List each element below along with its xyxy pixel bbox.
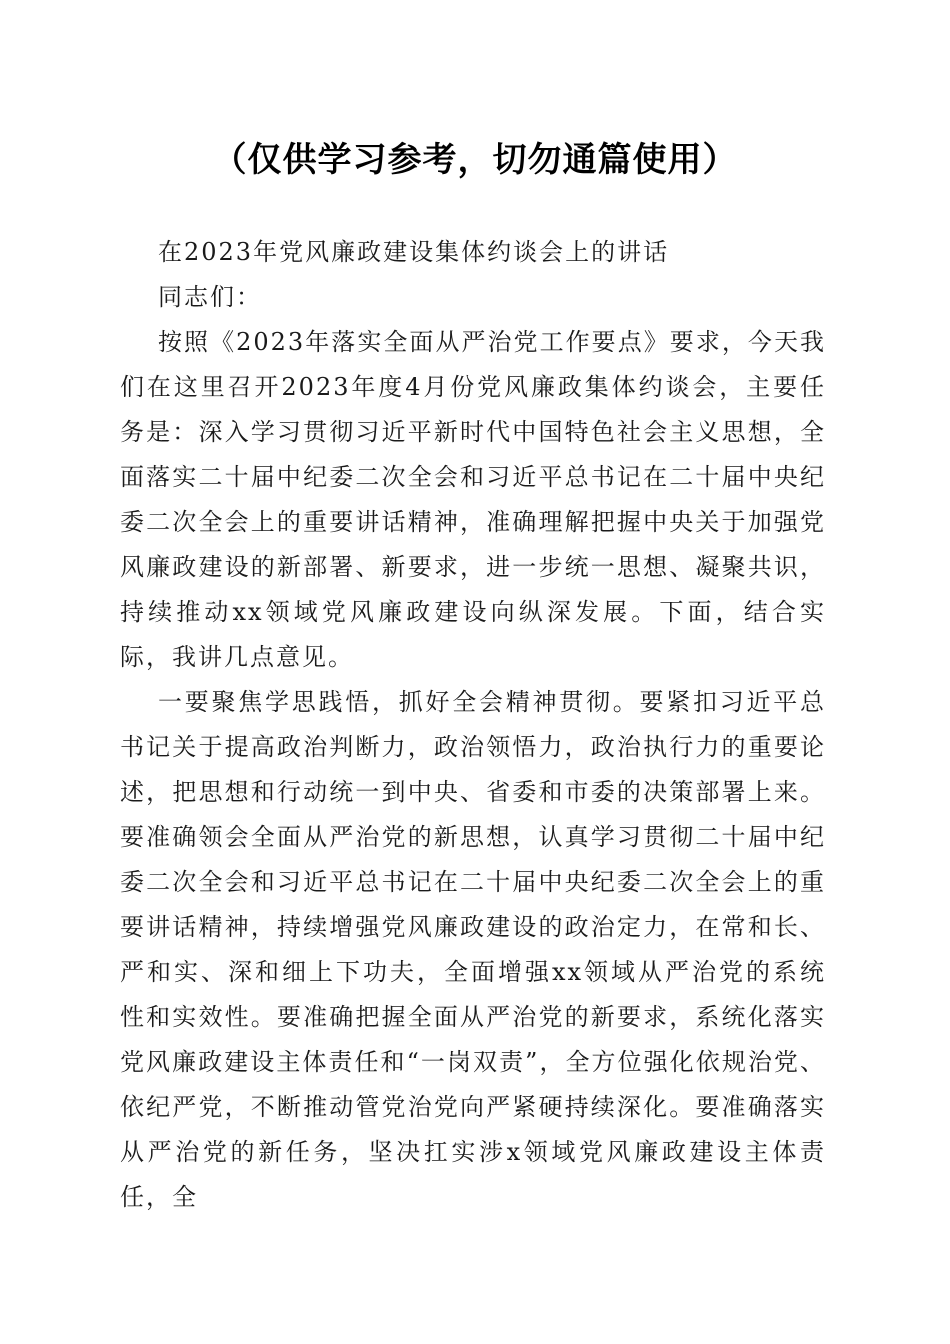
paragraph-intro: 按照《2023年落实全面从严治党工作要点》要求，今天我们在这里召开2023年度4月份党风廉政集体约谈会，主要任务是：深入学习贯彻习近平新时代中国特色社会主义思想，全面落实二十届中纪委二次全会和习近平总书记在二十届中央纪委二次全会上的重要讲话精神，准确理解把握中央关于加强党风廉政建设的新部署、新要求，进一步统一思想、凝聚共识，持续推动xx领域党风廉政建设向纵深发展。下面，结合实际，我讲几点意见。 <box>120 328 826 671</box>
disclaimer-banner: （仅供学习参考，切勿通篇使用） <box>212 140 738 180</box>
paragraph-point-one: 一要聚焦学思践悟，抓好全会精神贯彻。要紧扣习近平总书记关于提高政治判断力，政治领悟力，政治执行力的重要论述，把思想和行动统一到中央、省委和市委的决策部署上来。要准确领会全面从严治党的新思想，认真学习贯彻二十届中纪委二次全会和习近平总书记在二十届中央纪委二次全会上的重要讲话精神，持续增强党风廉政建设的政治定力，在常和长、严和实、深和细上下功夫，全面增强xx领域从严治党的系统性和实效性。要准确把握全面从严治党的新要求，系统化落实党风廉政建设主体责任和“一岗双责”，全方位强化依规治党、依纪严党，不断推动管党治党向严紧硬持续深化。要准确落实从严治党的新任务，坚决扛实涉x领域党风廉政建设主体责任，全 <box>120 688 826 1211</box>
salutation: 同志们： <box>158 283 262 311</box>
speech-body <box>120 230 826 1220</box>
speech-title: 在2023年党风廉政建设集体约谈会上的讲话 <box>158 238 670 266</box>
